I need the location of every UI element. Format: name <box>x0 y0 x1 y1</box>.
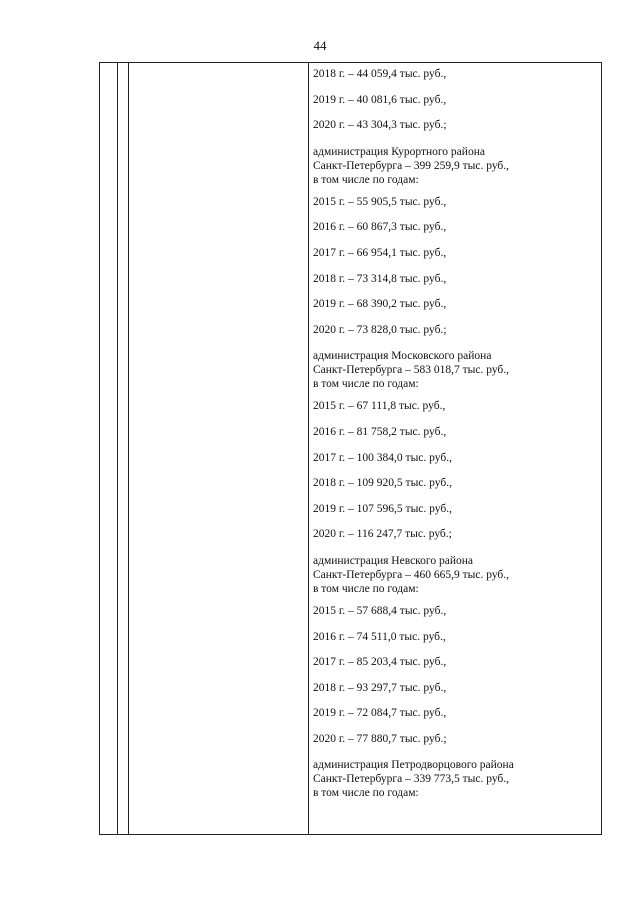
budget-table <box>99 62 602 835</box>
year-amount-line: 2016 г. – 74 511,0 тыс. руб., <box>313 630 446 643</box>
year-amount-line: 2018 г. – 44 059,4 тыс. руб., <box>313 68 447 80</box>
header-line: в том числе по годам: <box>313 787 419 800</box>
year-amount-line: 2019 г. – 40 081,6 тыс. руб., <box>313 93 447 106</box>
year-amount-line: 2020 г. – 116 247,7 тыс. руб.; <box>313 528 452 541</box>
header-line: администрация Невского района <box>313 554 473 567</box>
page-number: 44 <box>313 38 327 53</box>
year-amount-line: 2015 г. – 55 905,5 тыс. руб., <box>313 195 447 208</box>
header-line: Санкт-Петербурга – 583 018,7 тыс. руб., <box>313 364 510 377</box>
year-amount-line: 2015 г. – 57 688,4 тыс. руб., <box>313 604 447 617</box>
year-amount-line: 2017 г. – 66 954,1 тыс. руб., <box>313 246 447 259</box>
header-line: в том числе по годам: <box>313 173 419 186</box>
district-administration-header <box>313 140 598 191</box>
year-amount-line: 2015 г. – 67 111,8 тыс. руб., <box>313 400 446 413</box>
year-amount-line: 2016 г. – 60 867,3 тыс. руб., <box>313 221 447 234</box>
year-amount-line: 2020 г. – 73 828,0 тыс. руб.; <box>313 323 447 336</box>
column-divider <box>128 63 129 834</box>
year-amount-line: 2017 г. – 85 203,4 тыс. руб., <box>313 656 447 669</box>
funding-text-cell <box>313 63 598 804</box>
year-amount-line: 2016 г. – 81 758,2 тыс. руб., <box>313 425 447 438</box>
year-amount-line: 2019 г. – 68 390,2 тыс. руб., <box>313 298 447 311</box>
column-divider <box>308 63 309 834</box>
header-line: в том числе по годам: <box>313 378 419 391</box>
year-amount-line: 2017 г. – 100 384,0 тыс. руб., <box>313 451 452 464</box>
year-amount-line: 2018 г. – 93 297,7 тыс. руб., <box>313 681 447 694</box>
year-amount-line: 2019 г. – 107 596,5 тыс. руб., <box>313 502 452 515</box>
year-amount-line: 2018 г. – 109 920,5 тыс. руб., <box>313 477 452 490</box>
district-administration-header <box>313 344 598 395</box>
year-amount-line: 2020 г. – 43 304,3 тыс. руб.; <box>313 119 447 132</box>
year-amount-line: 2018 г. – 73 314,8 тыс. руб., <box>313 272 447 285</box>
header-line: администрация Петродворцового района <box>313 759 514 772</box>
header-line: Санкт-Петербурга – 460 665,9 тыс. руб., <box>313 568 510 581</box>
district-administration-header <box>313 753 598 804</box>
header-line: Санкт-Петербурга – 399 259,9 тыс. руб., <box>313 159 510 172</box>
year-amount-line: 2020 г. – 77 880,7 тыс. руб.; <box>313 732 447 745</box>
column-divider <box>117 63 118 834</box>
header-line: администрация Московского района <box>313 350 492 363</box>
district-administration-header <box>313 549 598 600</box>
header-line: администрация Курортного района <box>313 145 485 158</box>
header-line: в том числе по годам: <box>313 582 419 595</box>
year-amount-line: 2019 г. – 72 084,7 тыс. руб., <box>313 707 447 720</box>
header-line: Санкт-Петербурга – 339 773,5 тыс. руб., <box>313 773 510 786</box>
